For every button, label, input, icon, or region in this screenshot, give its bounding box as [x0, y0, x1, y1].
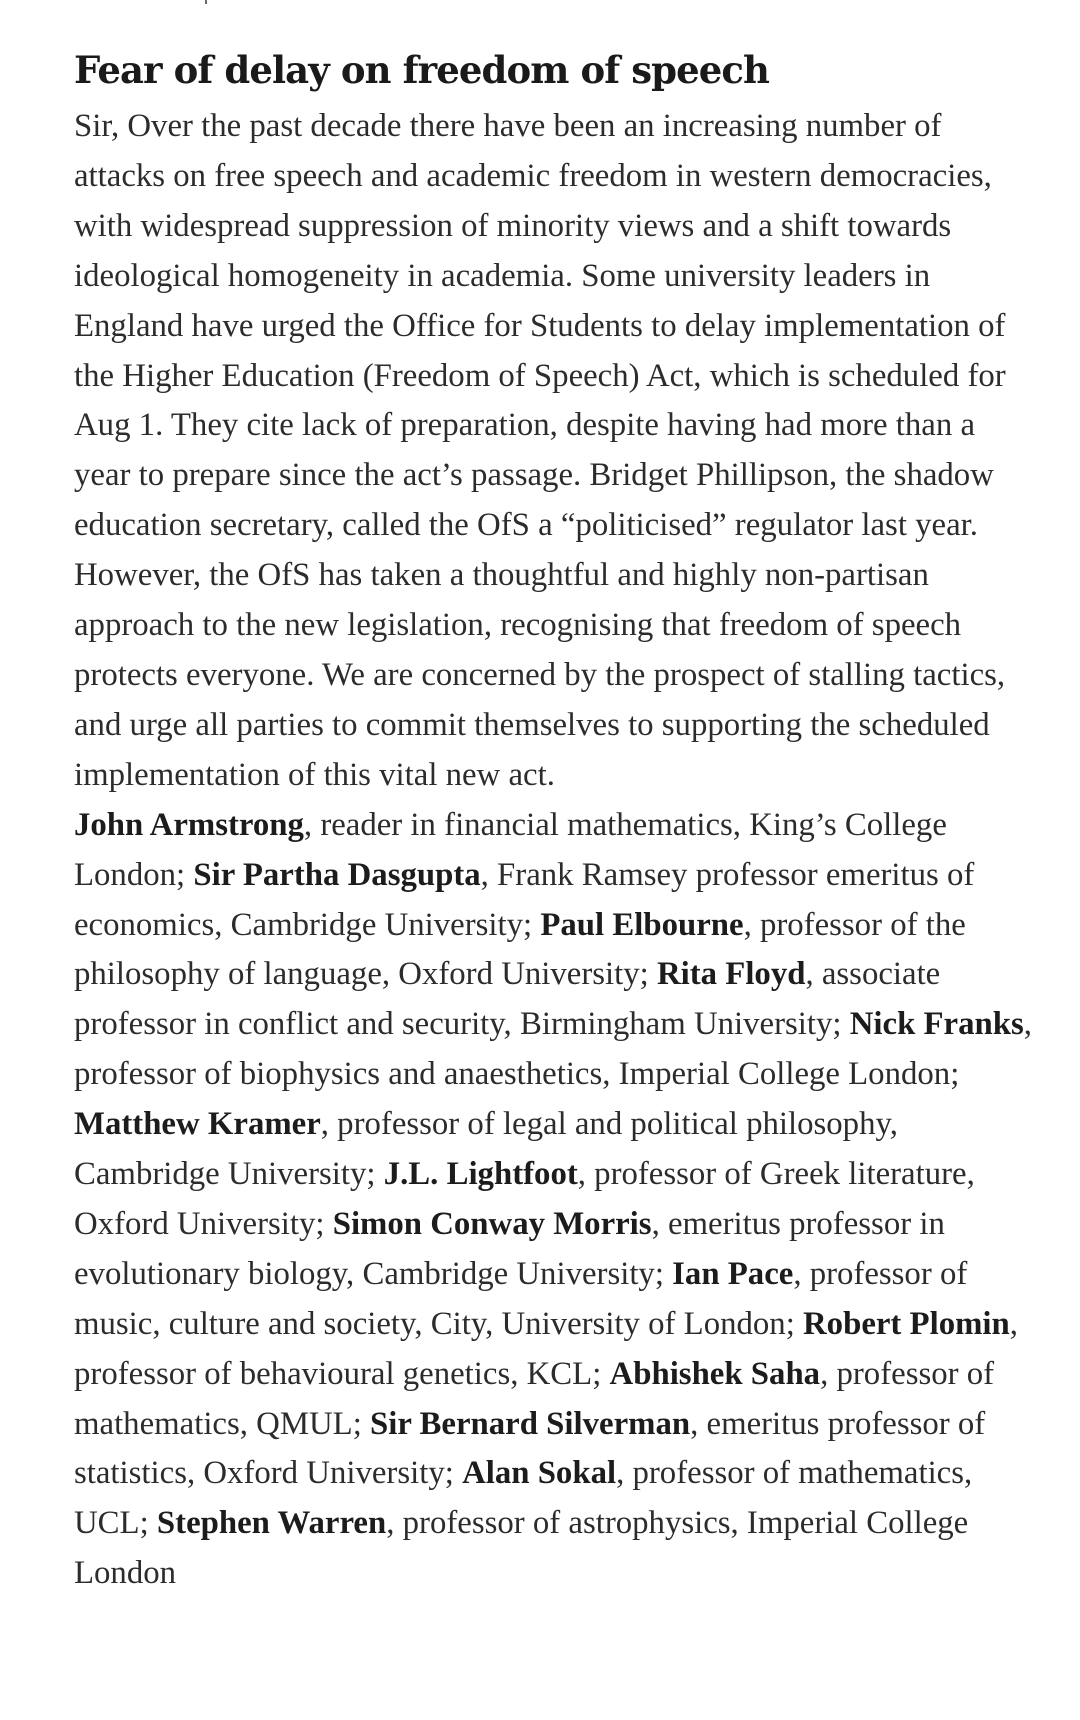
signatory-role: , professor of mathematics, UCL	[74, 1455, 973, 1542]
signatory-role: , professor of music, culture and society, City, University of London	[74, 1255, 968, 1342]
signatory-separator: ;	[523, 906, 541, 943]
signatory-name: Rita Floyd	[656, 956, 806, 993]
signatory-name: Abhishek Saha	[609, 1355, 821, 1392]
signatory-name: Matthew Kramer	[74, 1106, 321, 1143]
signatory-role: , professor of astrophysics, Imperial College London	[74, 1505, 969, 1592]
signatory-entry	[74, 1505, 968, 1591]
signatory-role: , professor of legal and political philosophy, Cambridge University	[74, 1106, 898, 1193]
signatory-separator: ;	[366, 1156, 384, 1193]
signatory-separator: ;	[176, 856, 194, 893]
signatory-separator: ;	[592, 1355, 610, 1392]
signatory-separator: ;	[315, 1205, 333, 1242]
signatory-role: , Frank Ramsey professor emeritus of economics, Cambridge University	[74, 856, 975, 943]
signatory-name: Sir Partha Dasgupta	[193, 856, 481, 893]
signatory-name: Paul Elbourne	[540, 906, 744, 943]
signatory-separator: ;	[950, 1056, 960, 1093]
signatory-name: Stephen Warren	[156, 1505, 387, 1542]
signatory-separator: ;	[639, 956, 657, 993]
signatory-role: , associate professor in conflict and security, Birmingham University	[74, 956, 941, 1043]
signatory-role: , professor of mathematics, QMUL	[74, 1355, 995, 1442]
signatory-role: , professor of behavioural genetics, KCL	[74, 1305, 1018, 1392]
signatory-separator: ;	[444, 1455, 463, 1492]
signatory-separator: ;	[832, 1006, 850, 1043]
signatory-name: Alan Sokal	[462, 1455, 617, 1492]
signatory-role: , emeritus professor of statistics, Oxford University	[74, 1405, 986, 1492]
signatory-separator: ;	[654, 1255, 673, 1292]
letter-article	[74, 0, 1034, 1599]
signatory-name: Ian Pace	[672, 1255, 794, 1292]
signatories-list	[74, 801, 1034, 1600]
signatory-role: , professor of biophysics and anaesthetics, Imperial College London	[74, 1006, 1032, 1093]
signatory-separator: ;	[352, 1405, 371, 1442]
signatory-name: Simon Conway Morris	[332, 1205, 652, 1242]
signatory-role: , emeritus professor in evolutionary biology, Cambridge University	[74, 1205, 945, 1292]
signatory-role: , professor of the philosophy of language, Oxford University	[74, 906, 966, 993]
letter-headline: Fear of delay on freedom of speech	[74, 48, 770, 92]
signatory-role: , professor of Greek literature, Oxford University	[74, 1156, 975, 1242]
signatory-name: Robert Plomin	[803, 1305, 1010, 1342]
signatory-separator: ;	[139, 1505, 157, 1542]
signatory-name: Sir Bernard Silverman	[370, 1405, 691, 1442]
signatory-name: John Armstrong	[74, 806, 304, 843]
signatory-name: Nick Franks	[849, 1006, 1024, 1043]
signatory-name: J.L. Lightfoot	[383, 1156, 578, 1193]
signatory-role: , reader in financial mathematics, King’s College London	[74, 806, 947, 893]
signatory-separator: ;	[785, 1305, 803, 1342]
letter-body: Sir, Over the past decade there have been an increasing number of attacks on free speech and academic freedom in western democracies, with widespread suppression of minority views and a shift towards ideological homogeneity in academia. Some university leaders in England have urged the Office for Students to delay implementation of the Higher Education (Freedom of Speech) Act, which is scheduled for Aug 1. They cite lack of preparation, despite having had more than a year to prepare since the act’s passage. Bridget Phillipson, the shadow education secretary, called the OfS a “politicised” regulator last year. However, the OfS has taken a thoughtful and highly non-partisan approach to the new legislation, recognising that freedom of speech protects everyone. We are concerned by the prospect of stalling tactics, and urge all parties to commit themselves to supporting the scheduled implementation of this vital new act.	[74, 108, 1006, 793]
